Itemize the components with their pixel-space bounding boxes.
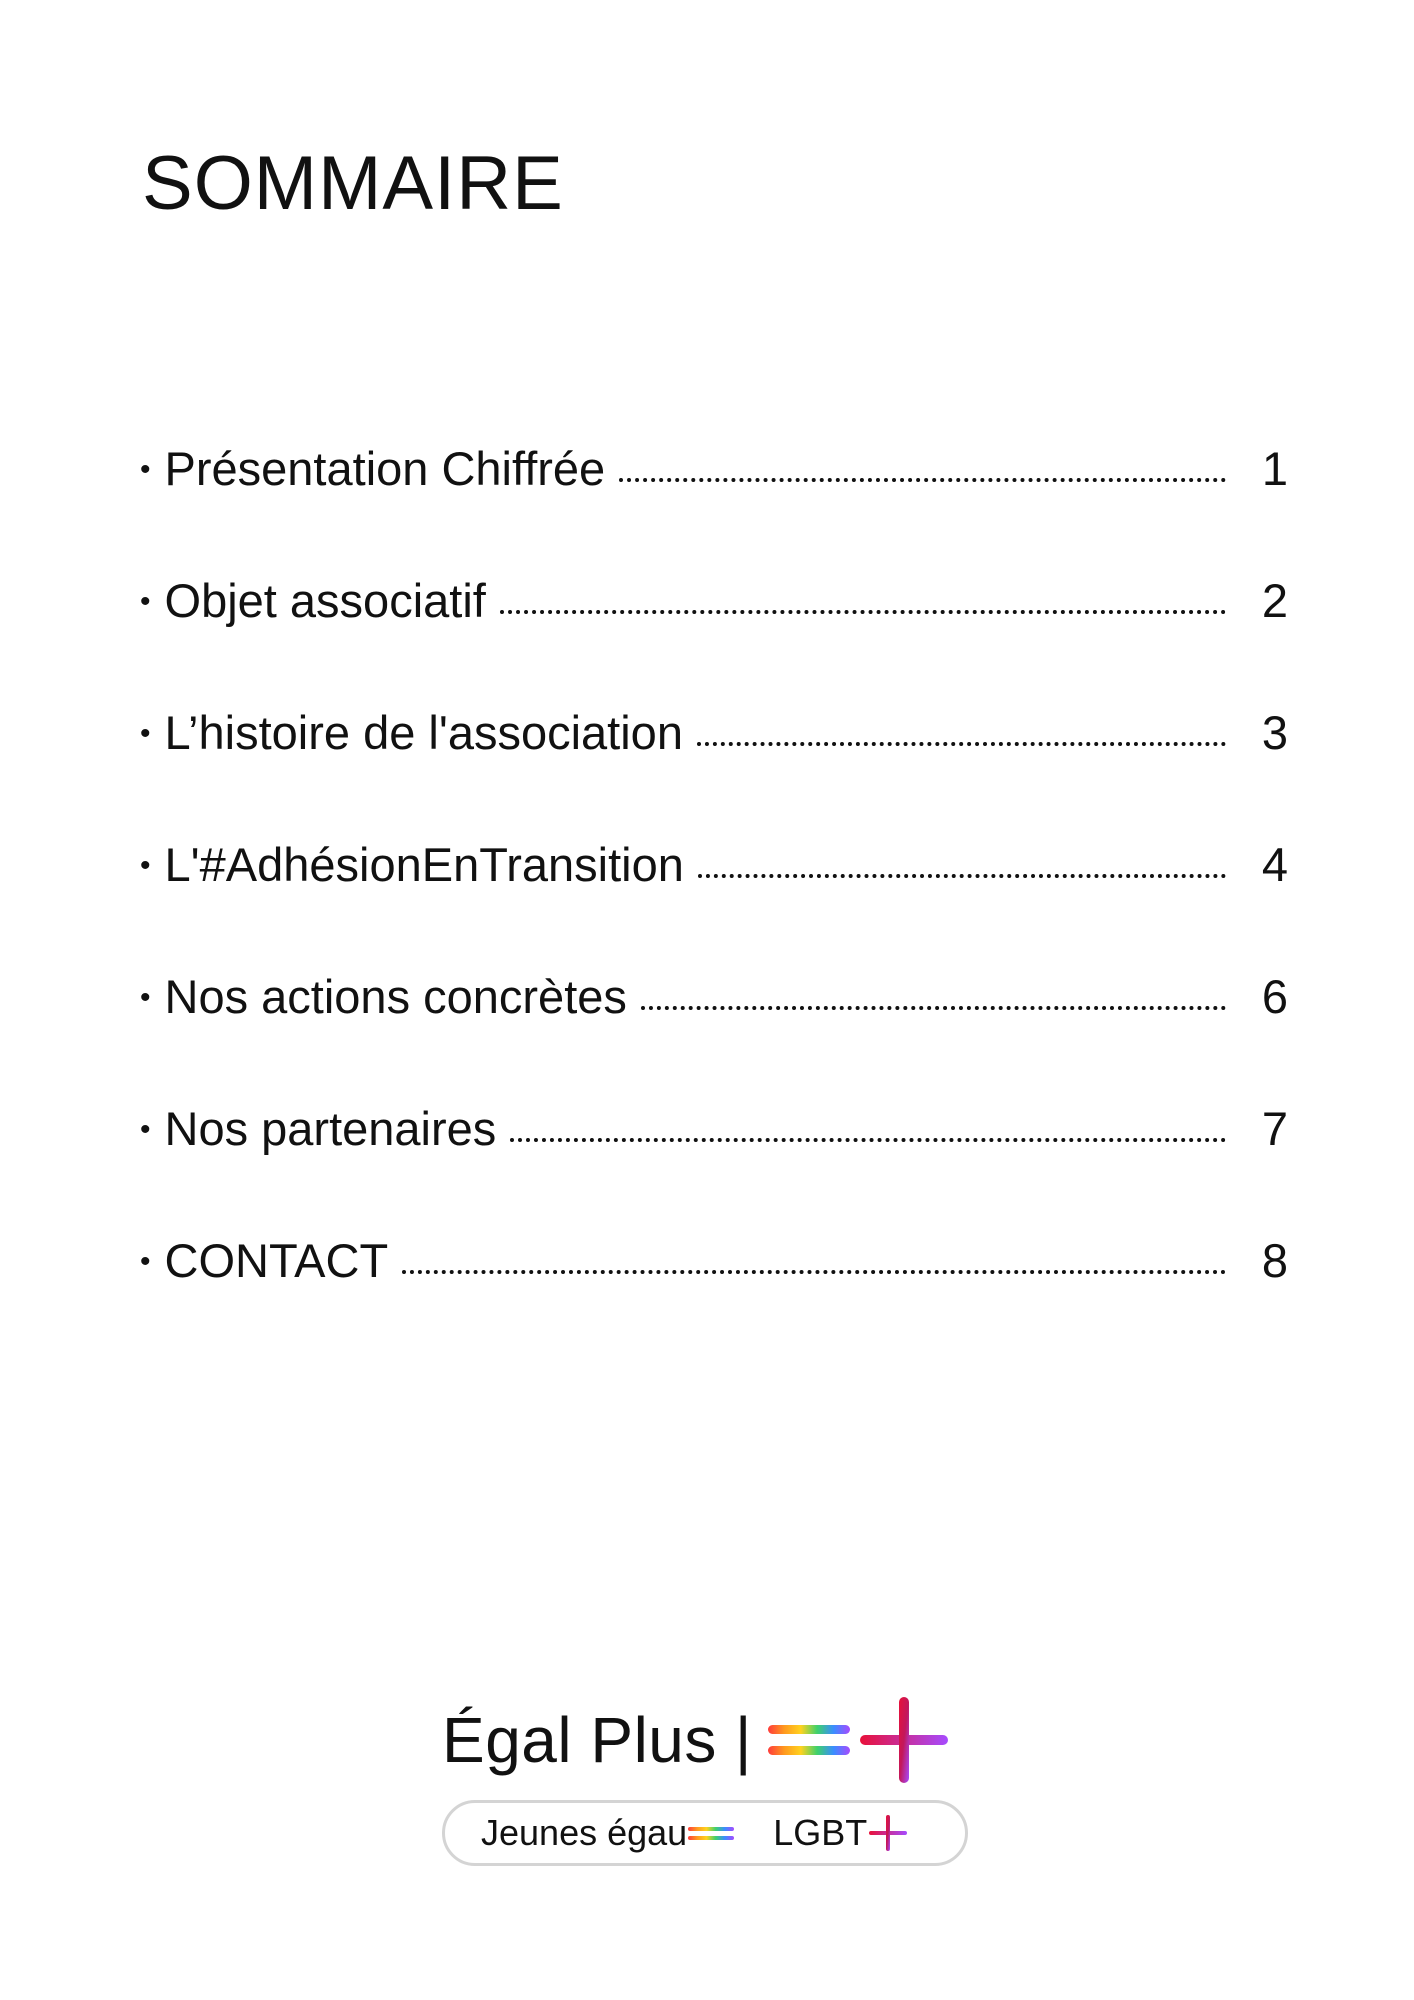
plus-bar-vertical bbox=[899, 1697, 909, 1783]
toc-page-number: 3 bbox=[1261, 706, 1288, 759]
toc-item-actions[interactable] bbox=[140, 970, 1288, 1105]
dot-leader bbox=[402, 1270, 1226, 1274]
toc-item-label: Présentation Chiffrée bbox=[164, 442, 606, 495]
bullet: • bbox=[140, 849, 151, 882]
toc-page-number: 1 bbox=[1261, 442, 1288, 495]
bullet: • bbox=[140, 1245, 151, 1278]
tagline-left-text: Jeunes égau bbox=[481, 1812, 688, 1853]
dot-leader bbox=[619, 478, 1226, 482]
logo-separator: | bbox=[734, 1704, 752, 1776]
logo-main-row bbox=[442, 1690, 976, 1790]
toc-item-label: Objet associatif bbox=[164, 574, 486, 627]
tagline-right bbox=[773, 1812, 909, 1854]
toc-item-adhesion[interactable] bbox=[140, 838, 1288, 973]
toc-page-number: 7 bbox=[1261, 1102, 1288, 1155]
toc-page-number: 8 bbox=[1261, 1234, 1288, 1287]
toc-item-label: CONTACT bbox=[164, 1234, 389, 1287]
tagline-pill bbox=[442, 1800, 968, 1866]
dot-leader bbox=[697, 742, 1226, 746]
bullet: • bbox=[140, 1113, 151, 1146]
dot-leader bbox=[641, 1006, 1226, 1010]
dot-leader bbox=[510, 1138, 1226, 1142]
plus-icon bbox=[867, 1813, 909, 1853]
toc-item-label: L'#AdhésionEnTransition bbox=[164, 838, 684, 891]
page-title: SOMMAIRE bbox=[142, 141, 564, 226]
toc-item-contact[interactable] bbox=[140, 1234, 1288, 1369]
equals-icon bbox=[687, 1821, 735, 1845]
toc-page-number: 6 bbox=[1261, 970, 1288, 1023]
toc-item-histoire[interactable] bbox=[140, 706, 1288, 841]
table-of-contents bbox=[140, 442, 1288, 1369]
toc-item-objet[interactable] bbox=[140, 574, 1288, 709]
toc-item-partenaires[interactable] bbox=[140, 1102, 1288, 1237]
equals-bar-bottom bbox=[768, 1746, 850, 1755]
toc-item-label: Nos actions concrètes bbox=[164, 970, 627, 1023]
toc-item-label: Nos partenaires bbox=[164, 1102, 497, 1155]
equals-plus-icon bbox=[766, 1695, 950, 1785]
bullet: • bbox=[140, 453, 151, 486]
logo-name: Égal Plus bbox=[442, 1704, 717, 1776]
toc-item-label: L’histoire de l'association bbox=[164, 706, 683, 759]
bullet: • bbox=[140, 981, 151, 1014]
toc-page-number: 2 bbox=[1261, 574, 1288, 627]
toc-page-number: 4 bbox=[1261, 838, 1288, 891]
dot-leader bbox=[500, 610, 1226, 614]
toc-item-presentation[interactable] bbox=[140, 442, 1288, 577]
tagline-right-text: LGBT bbox=[773, 1812, 868, 1853]
bullet: • bbox=[140, 585, 151, 618]
equals-bar-top bbox=[768, 1725, 850, 1734]
dot-leader bbox=[698, 874, 1226, 878]
egal-plus-logo bbox=[442, 1690, 976, 1870]
tagline-left bbox=[481, 1812, 735, 1854]
bullet: • bbox=[140, 717, 151, 750]
